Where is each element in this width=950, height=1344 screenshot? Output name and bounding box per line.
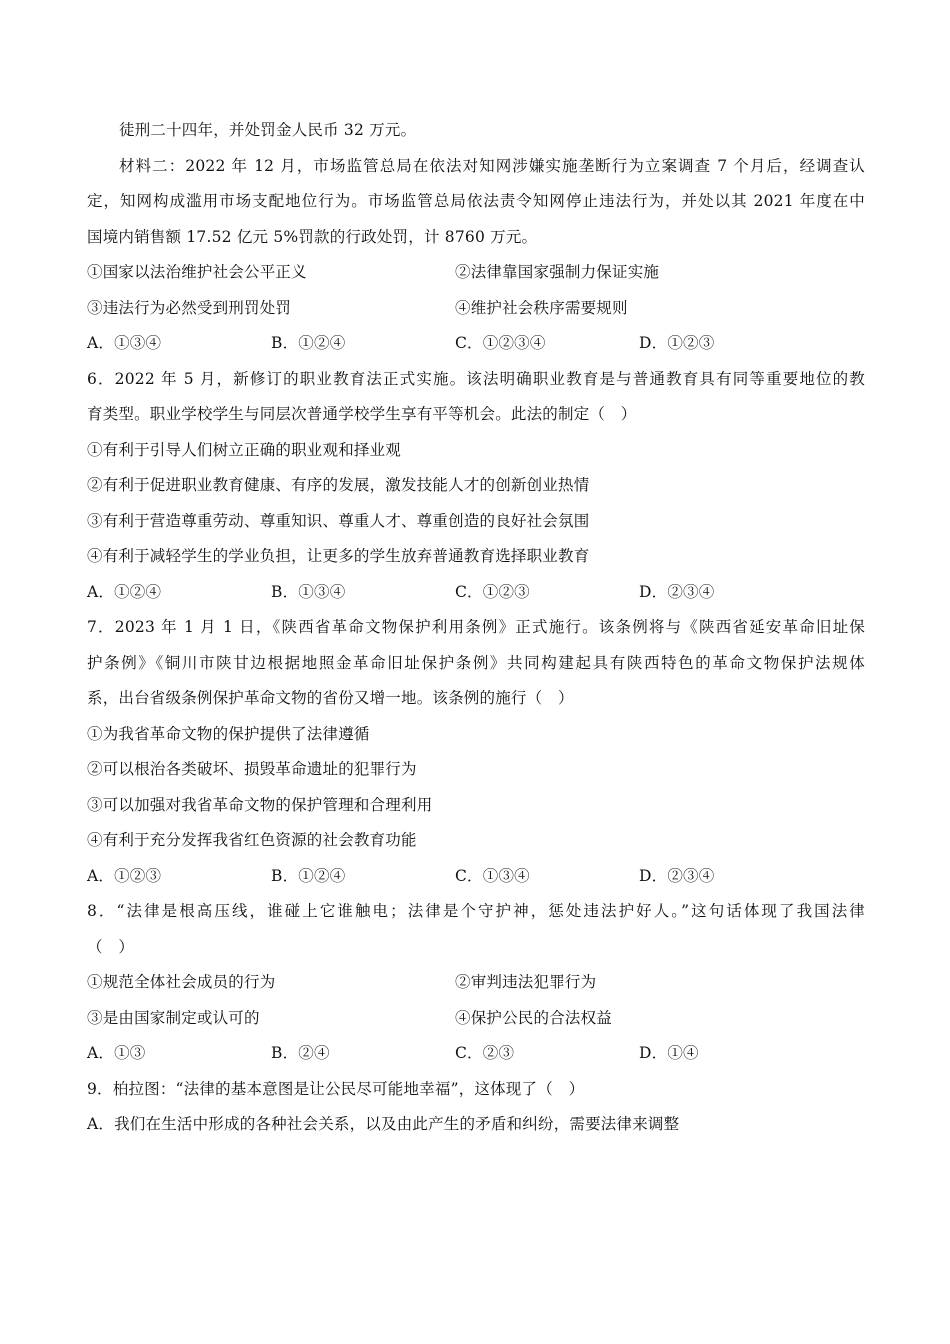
q7-stem-line-1: 7．2023 年 1 月 1 日，《陕西省革命文物保护利用条例》正式施行。该条例将与《陕西省延安革命旧址保: [87, 618, 865, 636]
q7-statement-2: ②可以根治各类破坏、损毁革命遗址的犯罪行为: [87, 760, 417, 778]
q5-option-c[interactable]: C．①②③④: [455, 334, 546, 352]
q6-stem-line-2: 育类型。职业学校学生与同层次普通学校学生享有平等机会。此法的制定（ ）: [87, 405, 637, 423]
q5-statements-row-1: [87, 255, 865, 291]
q7-option-d[interactable]: D．②③④: [639, 866, 715, 885]
q5-statement-1: ①国家以法治维护社会公平正义: [87, 263, 307, 281]
q7-options: [87, 859, 865, 895]
q8-statement-2: ②审判违法犯罪行为: [455, 973, 597, 991]
q7-option-c[interactable]: C．①③④: [455, 866, 530, 885]
q8-statements-row-1: [87, 965, 865, 1001]
q6-statement-2: ②有利于促进职业教育健康、有序的发展，激发技能人才的创新创业热情: [87, 476, 590, 494]
q6-statement-3: ③有利于营造尊重劳动、尊重知识、尊重人才、尊重创造的良好社会氛围: [87, 511, 590, 530]
q7-statement-3: ③可以加强对我省革命文物的保护管理和合理利用: [87, 795, 433, 814]
q5-options: [87, 326, 865, 362]
q8-option-a[interactable]: A．①③: [87, 1044, 146, 1062]
q9-option-a[interactable]: A．我们在生活中形成的各种社会关系，以及由此产生的矛盾和纠纷，需要法律来调整: [87, 1115, 680, 1133]
q5-option-d[interactable]: D．①②③: [639, 334, 715, 352]
material2-line-3: 国境内销售额 17.52 亿元 5%罚款的行政处罚，计 8760 万元。: [87, 227, 538, 246]
q8-statement-3: ③是由国家制定或认可的: [87, 1008, 260, 1027]
q8-statements-row-2: [87, 1001, 865, 1037]
q8-option-d[interactable]: D．①④: [639, 1044, 699, 1062]
q8-stem-line-1: 8．“法律是根高压线，谁碰上它谁触电；法律是个守护神，惩处违法护好人。”这句话体现了我国法律: [87, 902, 865, 920]
q6-option-c[interactable]: C．①②③: [455, 582, 530, 601]
q6-option-d[interactable]: D．②③④: [639, 582, 715, 601]
q5-statement-4: ④维护社会秩序需要规则: [455, 298, 628, 317]
continuation-line: 徒刑二十四年，并处罚金人民币 32 万元。: [119, 121, 417, 139]
q8-statement-1: ①规范全体社会成员的行为: [87, 973, 276, 991]
q8-option-c[interactable]: C．②③: [455, 1044, 515, 1062]
q6-options: [87, 575, 865, 611]
q7-option-b[interactable]: B．①②④: [271, 866, 346, 885]
q5-statement-2: ②法律靠国家强制力保证实施: [455, 263, 660, 281]
q8-options: [87, 1036, 865, 1072]
q6-statement-4: ④有利于减轻学生的学业负担，让更多的学生放弃普通教育选择职业教育: [87, 547, 590, 565]
q8-stem-line-2: （ ）: [87, 937, 135, 956]
q6-statement-1: ①有利于引导人们树立正确的职业观和择业观: [87, 440, 402, 459]
q8-option-b[interactable]: B．②④: [271, 1044, 330, 1062]
q7-stem-line-2: 护条例》《铜川市陕甘边根据地照金革命旧址保护条例》共同构建起具有陕西特色的革命文物保护法规体: [87, 653, 865, 672]
q5-option-b[interactable]: B．①②④: [271, 334, 346, 352]
q7-statement-1: ①为我省革命文物的保护提供了法律遵循: [87, 724, 370, 743]
q8-statement-4: ④保护公民的合法权益: [455, 1008, 613, 1027]
q6-option-b[interactable]: B．①③④: [271, 582, 346, 601]
q7-option-a[interactable]: A．①②③: [87, 866, 162, 885]
q6-stem-line-1: 6．2022 年 5 月，新修订的职业教育法正式实施。该法明确职业教育是与普通教育具有同等重要地位的教: [87, 369, 865, 388]
material2-line-1: 材料二：2022 年 12 月，市场监管总局在依法对知网涉嫌实施垄断行为立案调查 7 个月后，经调查认: [119, 156, 865, 175]
q7-statement-4: ④有利于充分发挥我省红色资源的社会教育功能: [87, 831, 417, 849]
q5-statements-row-2: [87, 291, 865, 327]
q5-option-a[interactable]: A．①③④: [87, 334, 162, 352]
q9-stem: 9．柏拉图：“法律的基本意图是让公民尽可能地幸福”，这体现了（ ）: [87, 1079, 585, 1098]
q7-stem-line-3: 系，出台省级条例保护革命文物的省份又增一地。该条例的施行（ ）: [87, 689, 574, 707]
q6-option-a[interactable]: A．①②④: [87, 582, 162, 601]
q5-statement-3: ③违法行为必然受到刑罚处罚: [87, 298, 292, 317]
material2-line-2: 定，知网构成滥用市场支配地位行为。市场监管总局依法责令知网停止违法行为，并处以其 2021 年度在中: [87, 192, 865, 210]
document-page: [87, 113, 865, 1143]
